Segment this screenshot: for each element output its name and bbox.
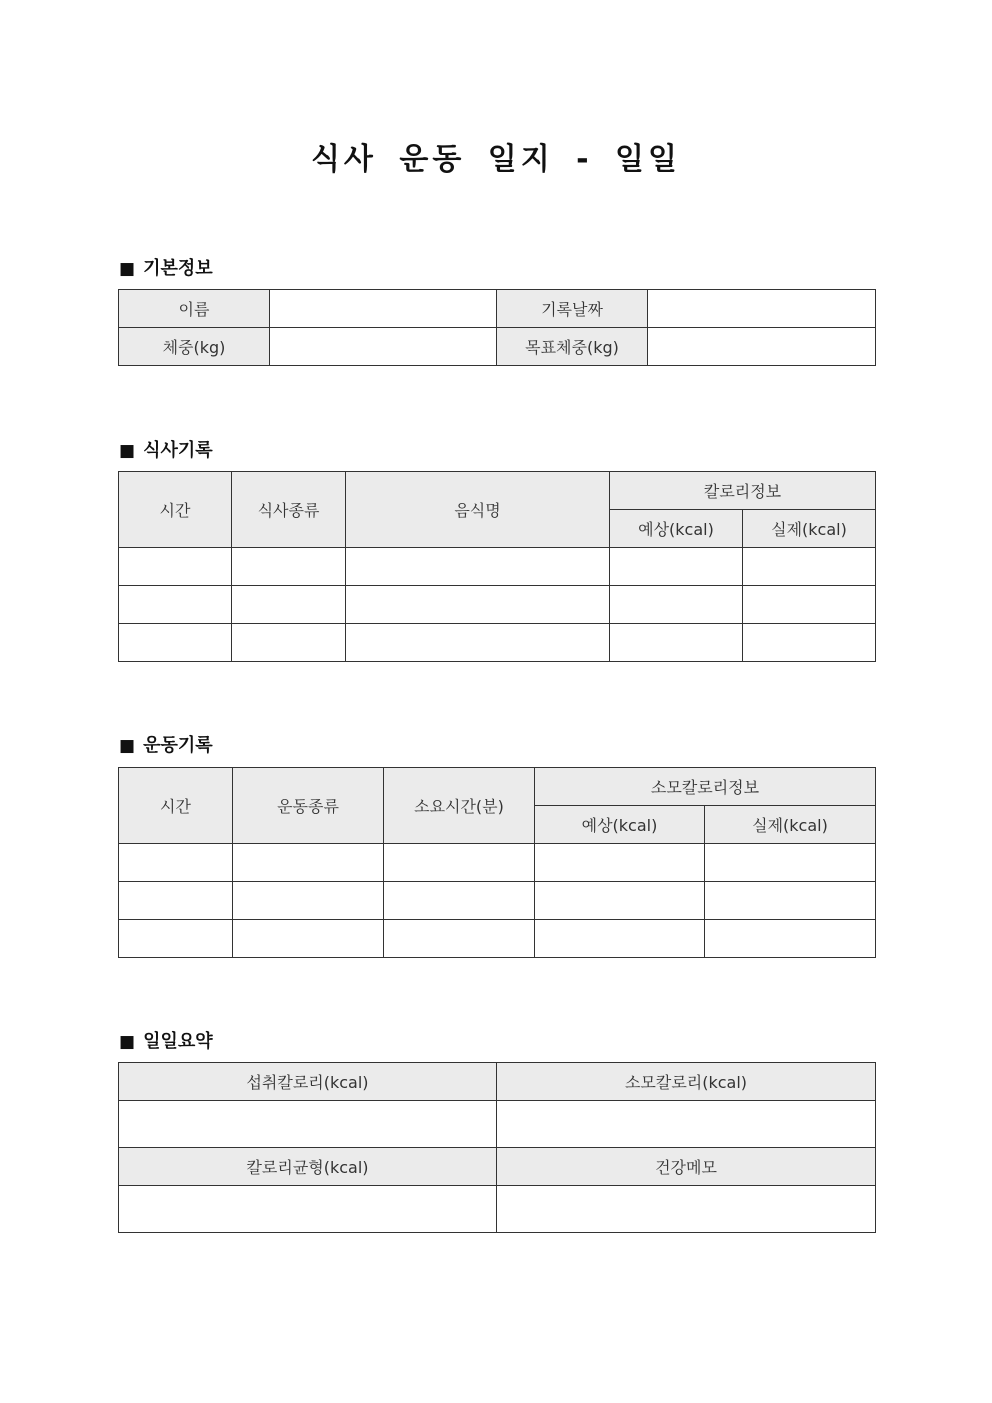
table-cell[interactable] <box>119 624 232 662</box>
section-title: 일일요약 <box>143 1031 213 1052</box>
table-cell[interactable] <box>610 586 743 624</box>
burn-info-header: 소모칼로리정보 <box>535 768 876 806</box>
table-cell[interactable] <box>232 586 346 624</box>
table-cell[interactable] <box>233 844 384 882</box>
table-cell[interactable] <box>743 548 876 586</box>
weight-field[interactable] <box>270 328 497 366</box>
exercise-record-table <box>118 767 876 958</box>
section-heading-basic-info <box>119 254 213 280</box>
table-cell[interactable] <box>610 624 743 662</box>
date-label: 기록날짜 <box>497 290 648 328</box>
table-cell[interactable] <box>535 920 705 958</box>
table-cell[interactable] <box>346 624 610 662</box>
table-row <box>119 844 876 882</box>
basic-info-table <box>118 289 876 366</box>
section-heading-daily-summary <box>119 1027 213 1053</box>
section-square-icon: ■ <box>119 736 136 756</box>
burned-calorie-field[interactable] <box>497 1101 876 1148</box>
meal-record-table <box>118 471 876 662</box>
section-title: 운동기록 <box>143 735 213 756</box>
table-cell[interactable] <box>535 844 705 882</box>
table-cell[interactable] <box>119 548 232 586</box>
section-square-icon: ■ <box>119 259 136 279</box>
exercise-expected-header: 예상(kcal) <box>535 806 705 844</box>
table-cell[interactable] <box>346 548 610 586</box>
table-cell[interactable] <box>233 882 384 920</box>
table-cell[interactable] <box>384 882 535 920</box>
calorie-info-header: 칼로리정보 <box>610 472 876 510</box>
goal-weight-field[interactable] <box>648 328 876 366</box>
section-title: 기본정보 <box>143 258 213 279</box>
intake-calorie-header: 섭취칼로리(kcal) <box>119 1063 497 1101</box>
section-square-icon: ■ <box>119 441 136 461</box>
table-cell[interactable] <box>705 920 876 958</box>
date-field[interactable] <box>648 290 876 328</box>
health-memo-field[interactable] <box>497 1186 876 1233</box>
table-cell[interactable] <box>346 586 610 624</box>
table-cell[interactable] <box>535 882 705 920</box>
table-row <box>119 548 876 586</box>
table-cell[interactable] <box>384 920 535 958</box>
daily-summary-table <box>118 1062 876 1233</box>
weight-label: 체중(kg) <box>119 328 270 366</box>
table-row <box>119 624 876 662</box>
table-cell[interactable] <box>384 844 535 882</box>
name-label: 이름 <box>119 290 270 328</box>
meal-type-header: 식사종류 <box>232 472 346 548</box>
section-title: 식사기록 <box>143 440 213 461</box>
name-field[interactable] <box>270 290 497 328</box>
table-cell[interactable] <box>119 586 232 624</box>
exercise-time-header: 시간 <box>119 768 233 844</box>
exercise-type-header: 운동종류 <box>233 768 384 844</box>
calorie-balance-header: 칼로리균형(kcal) <box>119 1148 497 1186</box>
health-memo-header: 건강메모 <box>497 1148 876 1186</box>
burned-calorie-header: 소모칼로리(kcal) <box>497 1063 876 1101</box>
table-row <box>119 882 876 920</box>
goal-weight-label: 목표체중(kg) <box>497 328 648 366</box>
page-title: 식사 운동 일지 - 일일 <box>310 142 682 177</box>
calorie-balance-field[interactable] <box>119 1186 497 1233</box>
meal-time-header: 시간 <box>119 472 232 548</box>
section-heading-exercise-record <box>119 731 213 757</box>
table-cell[interactable] <box>232 624 346 662</box>
exercise-actual-header: 실제(kcal) <box>705 806 876 844</box>
table-cell[interactable] <box>119 920 233 958</box>
table-cell[interactable] <box>119 882 233 920</box>
section-square-icon: ■ <box>119 1032 136 1052</box>
table-cell[interactable] <box>743 624 876 662</box>
meal-actual-header: 실제(kcal) <box>743 510 876 548</box>
intake-calorie-field[interactable] <box>119 1101 497 1148</box>
meal-expected-header: 예상(kcal) <box>610 510 743 548</box>
table-row <box>119 920 876 958</box>
food-name-header: 음식명 <box>346 472 610 548</box>
section-heading-meal-record <box>119 436 213 462</box>
duration-header: 소요시간(분) <box>384 768 535 844</box>
table-cell[interactable] <box>743 586 876 624</box>
table-cell[interactable] <box>233 920 384 958</box>
table-row <box>119 586 876 624</box>
table-cell[interactable] <box>705 844 876 882</box>
table-cell[interactable] <box>119 844 233 882</box>
table-cell[interactable] <box>705 882 876 920</box>
table-cell[interactable] <box>232 548 346 586</box>
table-cell[interactable] <box>610 548 743 586</box>
